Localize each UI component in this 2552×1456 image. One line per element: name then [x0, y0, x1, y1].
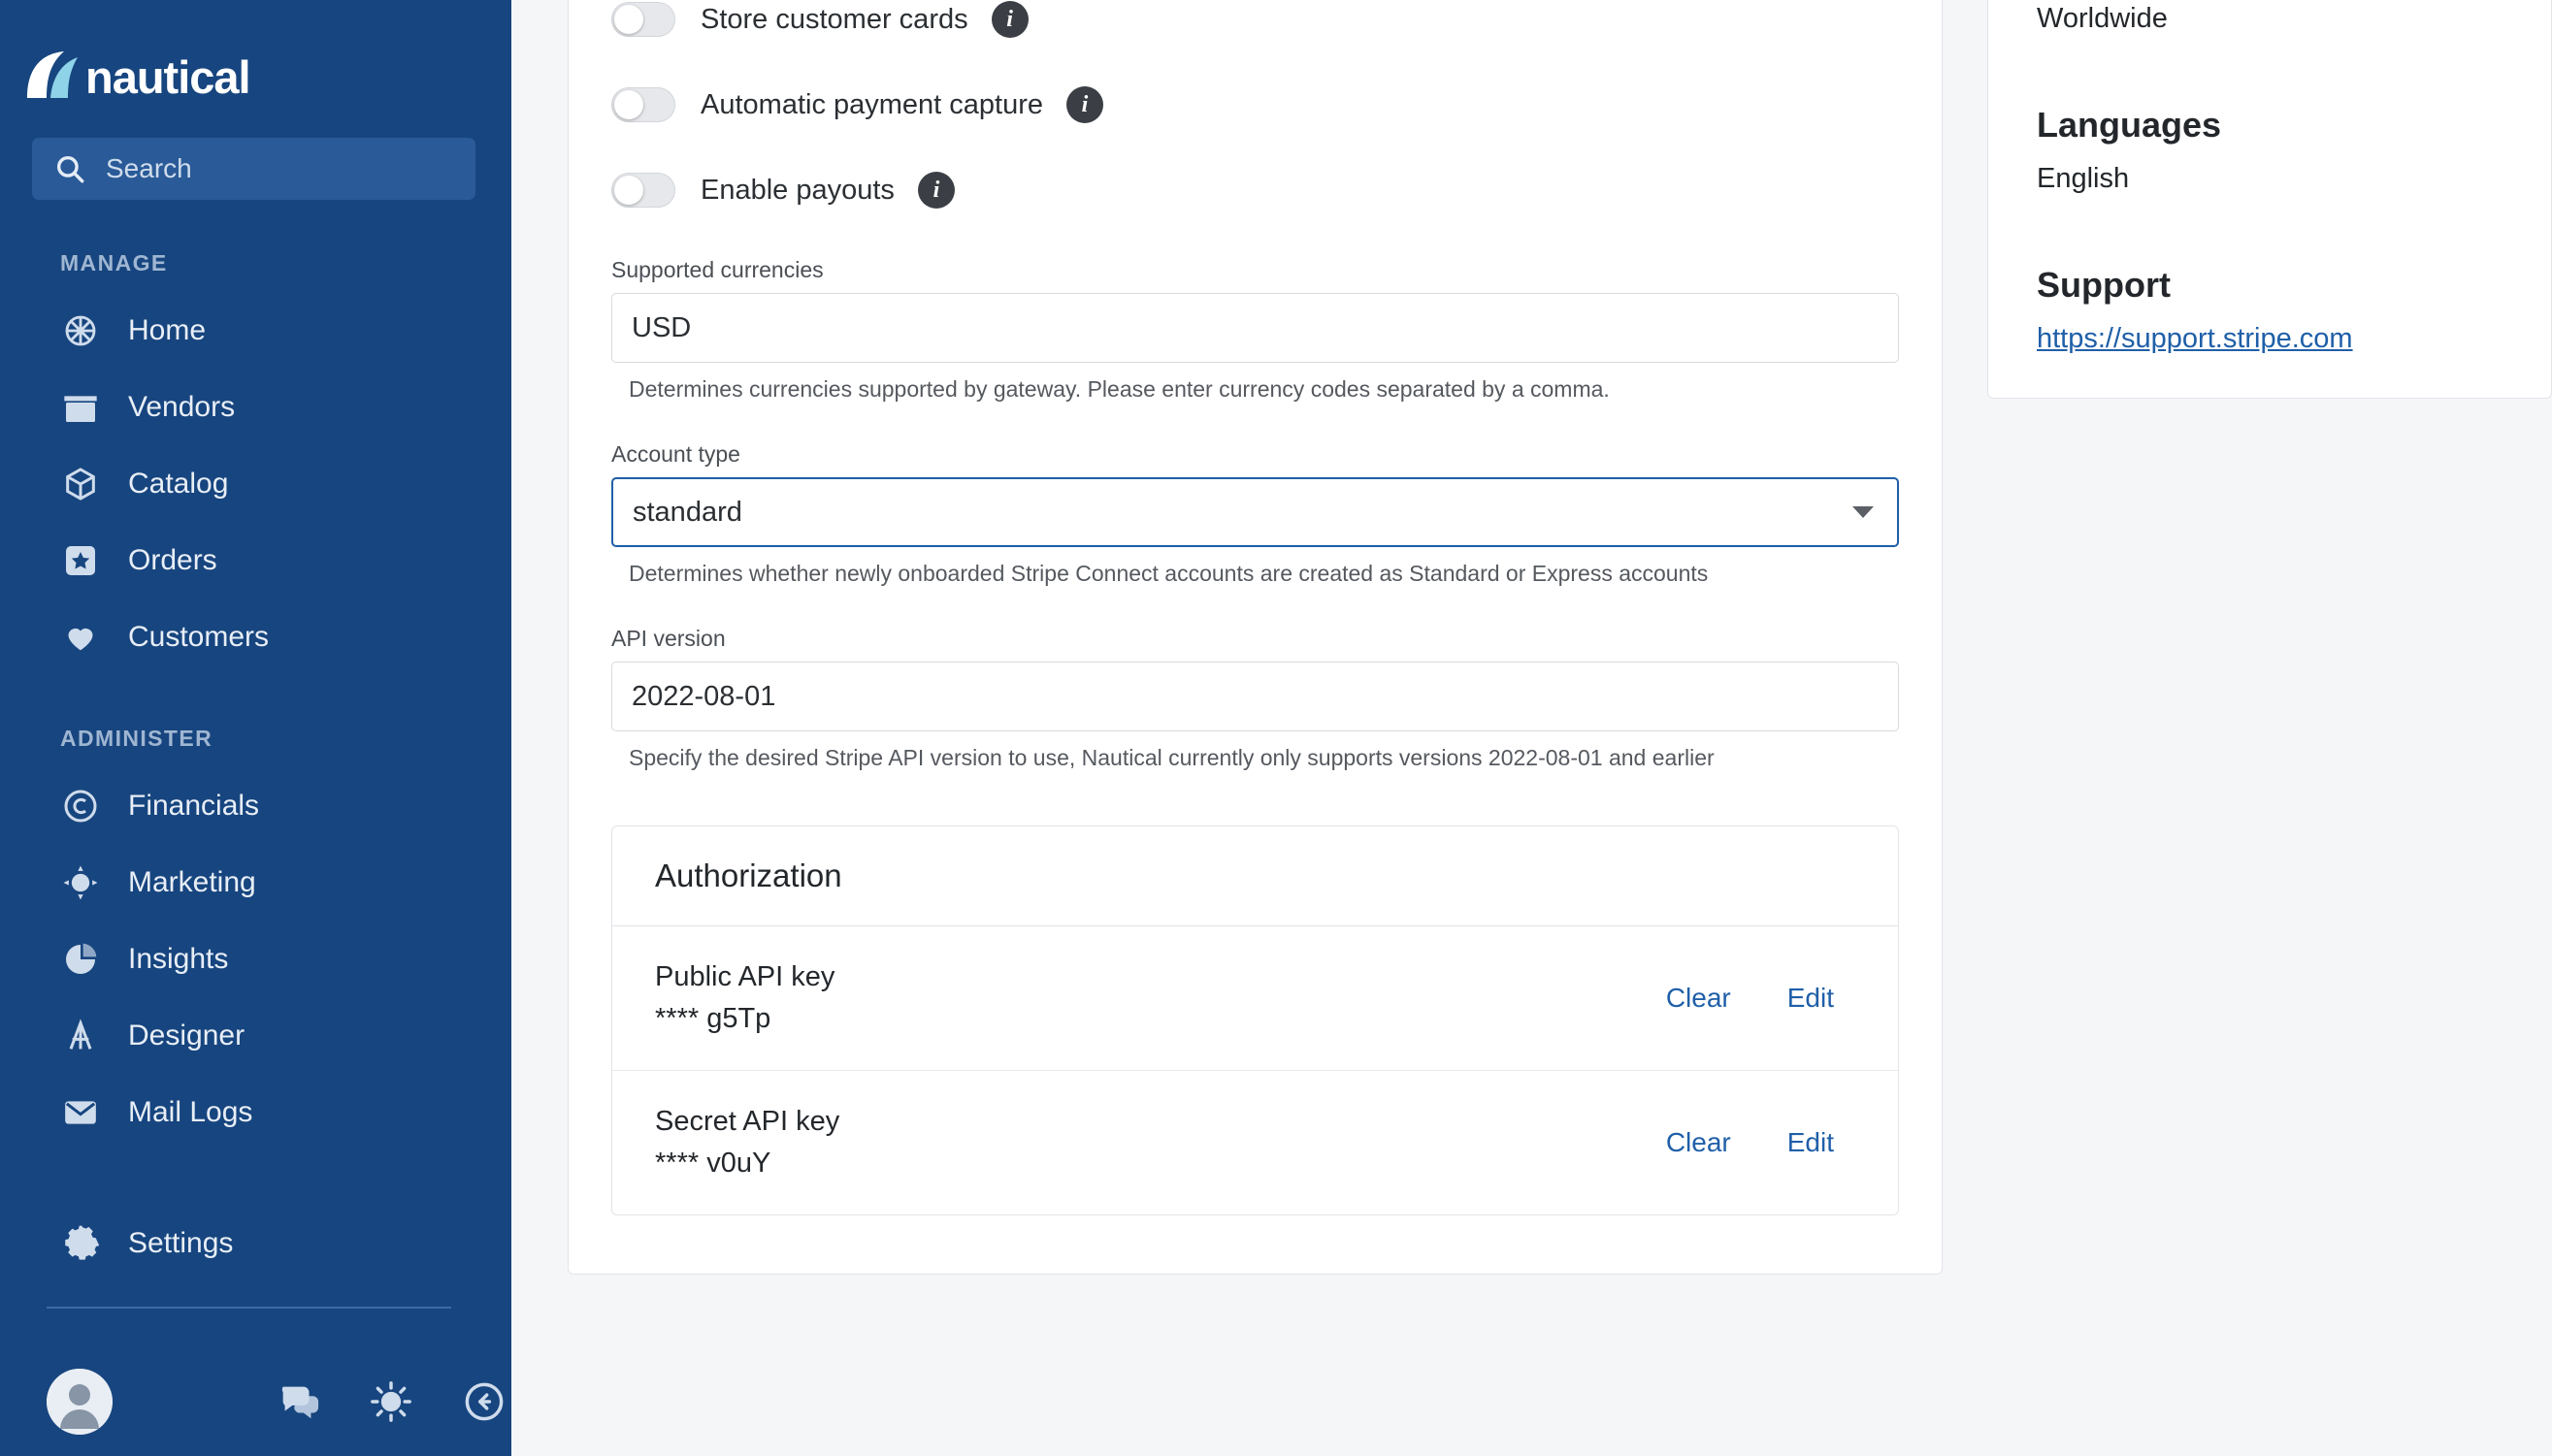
info-icon[interactable]: i — [918, 172, 955, 209]
heart-icon — [60, 617, 101, 658]
nautical-logo-icon — [21, 49, 82, 104]
enable-payouts-toggle[interactable] — [611, 173, 675, 208]
field-help-text: Determines currencies supported by gateway. Please enter currency codes separated by a comma. — [629, 376, 1610, 402]
field-supported-currencies — [611, 257, 1899, 403]
sidebar-item-mail-logs[interactable] — [0, 1074, 511, 1150]
theme-sun-icon[interactable] — [369, 1379, 413, 1424]
api-key-value: **** g5Tp — [655, 1003, 771, 1034]
palette-icon — [60, 1016, 101, 1056]
sidebar-item-settings[interactable] — [0, 1205, 511, 1281]
authorization-row-secret-api-key — [612, 1070, 1898, 1214]
search-placeholder: Search — [106, 153, 192, 183]
languages-value: English — [2037, 163, 2130, 194]
sidebar-footer — [0, 1369, 511, 1435]
authorization-row-public-api-key — [612, 926, 1898, 1070]
sidebar-item-label: Financials — [128, 789, 260, 822]
toggle-row-automatic-payment-capture — [611, 86, 1899, 123]
sidebar-item-label: Settings — [128, 1226, 234, 1259]
info-icon[interactable]: i — [1066, 86, 1103, 123]
sidebar — [0, 0, 511, 1456]
api-key-name: Secret API key — [655, 1106, 840, 1137]
gear-icon — [60, 1223, 101, 1264]
languages-heading: Languages — [2037, 105, 2222, 145]
authorization-title: Authorization — [612, 826, 1898, 926]
gateway-settings-card — [568, 0, 1943, 1275]
sidebar-item-designer[interactable] — [0, 997, 511, 1074]
main-content — [511, 0, 2552, 1456]
api-version-input[interactable]: 2022-08-01 — [611, 662, 1899, 731]
field-label: Account type — [611, 441, 740, 467]
field-label: API version — [611, 626, 726, 651]
field-account-type — [611, 441, 1899, 587]
home-icon — [60, 310, 101, 351]
store-icon — [60, 387, 101, 428]
sidebar-item-label: Mail Logs — [128, 1095, 253, 1128]
search-input[interactable] — [32, 138, 475, 200]
sidebar-item-financials[interactable] — [0, 767, 511, 844]
field-api-version — [611, 626, 1899, 771]
sidebar-divider — [47, 1307, 451, 1309]
mail-icon — [60, 1092, 101, 1133]
account-type-select[interactable]: standard — [611, 477, 1899, 547]
box-icon — [60, 464, 101, 504]
edit-public-api-key-button[interactable]: Edit — [1786, 983, 1834, 1013]
sidebar-item-label: Home — [128, 313, 207, 346]
sidebar-item-label: Marketing — [128, 865, 256, 898]
chat-icon[interactable] — [276, 1379, 320, 1424]
automatic-payment-capture-toggle[interactable] — [611, 87, 675, 122]
toggle-row-store-customer-cards — [611, 1, 1899, 38]
collapse-left-icon[interactable] — [462, 1379, 507, 1424]
store-customer-cards-toggle[interactable] — [611, 2, 675, 37]
brand-logo[interactable] — [0, 0, 511, 114]
sidebar-item-label: Designer — [128, 1019, 245, 1052]
field-help-text: Specify the desired Stripe API version to use, Nautical currently only supports versions 2022-08-01 and earlier — [629, 745, 1715, 770]
api-key-value: **** v0uY — [655, 1148, 771, 1179]
edit-secret-api-key-button[interactable]: Edit — [1786, 1127, 1834, 1157]
sidebar-item-orders[interactable] — [0, 522, 511, 599]
toggle-label: Store customer cards — [701, 3, 968, 35]
sidebar-item-home[interactable] — [0, 292, 511, 369]
api-key-name: Public API key — [655, 961, 835, 992]
sidebar-item-label: Catalog — [128, 467, 229, 500]
avatar[interactable] — [47, 1369, 113, 1435]
sidebar-item-label: Vendors — [128, 390, 236, 423]
sidebar-item-label: Customers — [128, 620, 270, 653]
star-icon — [60, 540, 101, 581]
megaphone-icon — [60, 862, 101, 903]
nav-section-manage-title: MANAGE — [60, 250, 168, 275]
sidebar-item-insights[interactable] — [0, 921, 511, 997]
gateway-info-panel — [1987, 0, 2552, 399]
clear-public-api-key-button[interactable]: Clear — [1665, 983, 1731, 1013]
authorization-card — [611, 825, 1899, 1215]
supported-currencies-input[interactable]: USD — [611, 293, 1899, 363]
sidebar-item-marketing[interactable] — [0, 844, 511, 921]
field-label: Supported currencies — [611, 257, 824, 282]
sidebar-item-label: Orders — [128, 543, 217, 576]
chevron-down-icon[interactable] — [1852, 506, 1874, 518]
sidebar-item-label: Insights — [128, 942, 229, 975]
toggle-row-enable-payouts — [611, 172, 1899, 209]
sidebar-item-customers[interactable] — [0, 599, 511, 675]
coverage-value: Worldwide — [2037, 3, 2168, 34]
support-heading: Support — [2037, 265, 2171, 305]
search-icon — [53, 152, 86, 185]
sidebar-item-vendors[interactable] — [0, 369, 511, 445]
sidebar-item-catalog[interactable] — [0, 445, 511, 522]
clear-secret-api-key-button[interactable]: Clear — [1665, 1127, 1731, 1157]
support-link[interactable]: https://support.stripe.com — [2037, 323, 2353, 354]
nav-section-administer-title: ADMINISTER — [60, 726, 213, 751]
toggle-label: Enable payouts — [701, 174, 895, 206]
brand-name: nautical — [85, 50, 250, 103]
pie-chart-icon — [60, 939, 101, 980]
toggle-label: Automatic payment capture — [701, 88, 1044, 120]
currency-icon — [60, 786, 101, 826]
field-help-text: Determines whether newly onboarded Stripe Connect accounts are created as Standard or Express accounts — [629, 561, 1709, 586]
info-icon[interactable]: i — [992, 1, 1029, 38]
